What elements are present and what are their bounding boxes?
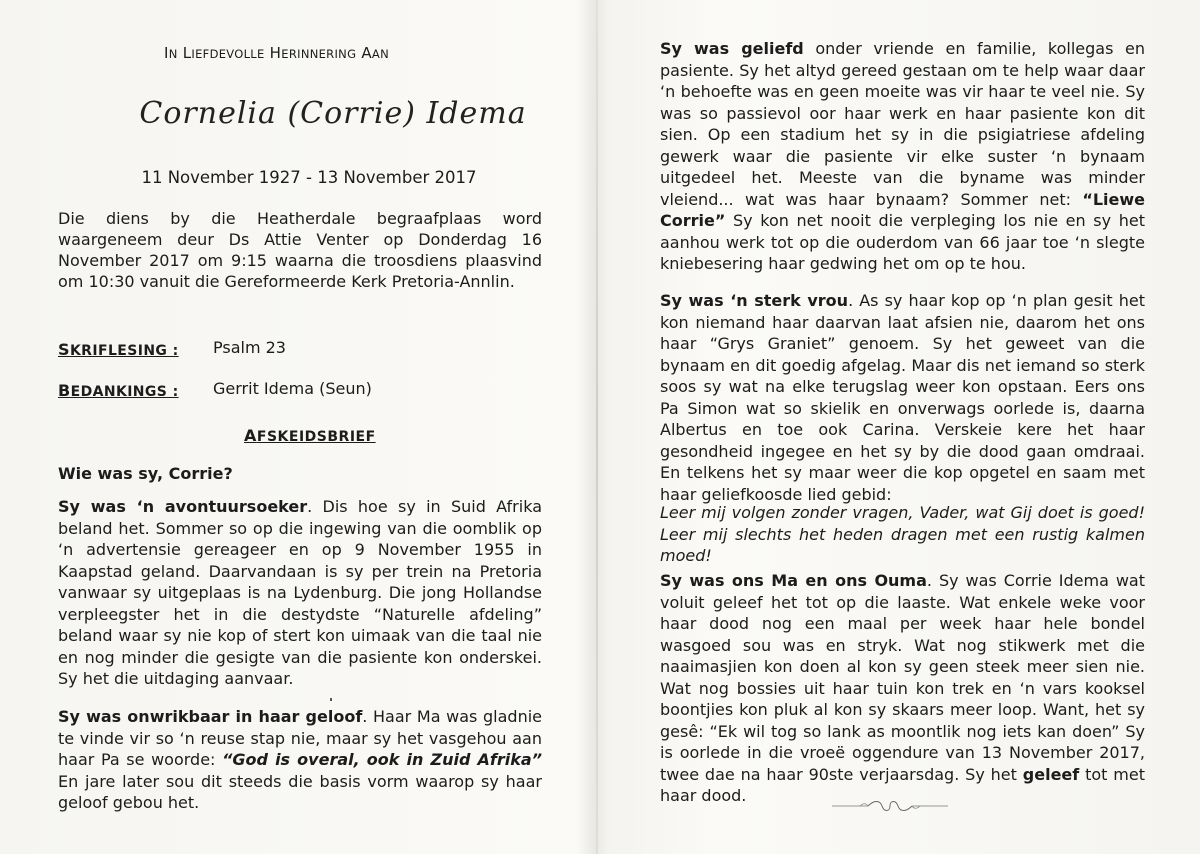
memorial-heading: IN LIEFDEVOLLE HERINNERING AAN (164, 44, 389, 62)
paragraph-adventurer: Sy was ‘n avontuursoeker. Dis hoe sy in Suid Afrika beland het. Sommer so op die ingewing van die oomblik op ‘n advertensie gereageer en op 9 November 1955 in Kaapstad geland. Daarvandaan is sy per trein na Pretoria vanwaar sy uitgeplaas is na Lydenburg. Die jong Hollandse verpleegster het in die destydste “Naturelle afdeling” beland waar sy nie kop of stert kon uimaak van die taal nie en nog minder die gesigte van die pasiente kon onderskei. Sy het die uitdaging aanvaar. (58, 497, 542, 688)
service-details: Die diens by die Heatherdale begraafplaas word waargeneem deur Ds Attie Venter op Donderdag 16 November 2017 om 9:15 waarna die troosdiens plaasvind om 10:30 vanuit die Gereformeerde Kerk Pretoria-Annlin. (58, 209, 542, 291)
paragraph-mother: Sy was ons Ma en ons Ouma. Sy was Corrie Idema wat voluit geleef het tot op die laaste. Wat enkele weke voor haar dood nog een maal per week haar hele bondel wasgoed sou was en stryk. Wat nog stikwerk met die naaimasjien kon doen al kon sy geen steek meer sien nie. Wat nog bossies uit haar tuin kon trek en ‘n vars kooksel boontjies kon pluk al kon sy skaars meer loop. Want, het sy gesê: “Ek wil tog so lank as moontlik nog iets kan doen” Sy is oorlede in die vroeë oggendure van 13 November 2017, twee dae na haar 90ste verjaarsdag. Sy het geleef tot met haar dood. (660, 571, 1145, 805)
ornament-divider-icon (830, 796, 950, 816)
paragraph-faith: Sy was onwrikbaar in haar geloof. Haar Ma was gladnie te vinde vir so ‘n reuse stap nie, maar sy het vasgehou aan haar Pa se woorde: “God is overal, ook in Zuid Afrika” En jare later sou dit steeds die basis vorm waarop sy haar geloof gebou het. (58, 707, 543, 812)
farewell-heading: AFSKEIDSBRIEF (244, 426, 376, 445)
life-dates: 11 November 1927 - 13 November 2017 (141, 168, 477, 187)
paragraph-loved: Sy was geliefd onder vriende en familie, kollegas en pasiente. Sy het altyd gereed gestaan om te help waar daar ‘n behoefte was en geen moeite was vir haar te veel nie. Sy was so passievol oor haar werk en haar pasiente kon dit sien. Op een stadium het sy in die psigiatriese afdeling gewerk waar die pasiente vir elke suster ‘n bynaam uitgedeel het. Meeste van die byname was minder vleiend... wat was haar bynaam? Sommer net: “Liewe Corrie” Sy kon net nooit die verpleging los nie en sy het aanhou werk tot op die ouderdom van 66 jaar toe ‘n slegte kniebesering haar gedwing het om op te hou. (660, 39, 1145, 273)
deceased-name: Cornelia (Corrie) Idema (139, 96, 527, 131)
question-heading: Wie was sy, Corrie? (58, 464, 233, 483)
scripture-label: SKRIFLESING : (58, 340, 179, 359)
paragraph-strong: Sy was ‘n sterk vrou. As sy haar kop op ‘n plan gesit het kon niemand haar daarvan laat afsien nie, daarom het ons haar “Grys Graniet” genoem. Sy het geweet van die bynaam en dit goedig afgelag. Maar dis net iemand so sterk soos sy wat na elke terugslag weer kon opstaan. Eers ons Pa Simon wat so skielik en onverwags oorlede is, daarna Albertus en toe ook Carina. Verskeie kere het haar gesondheid ingegee en het sy by die dood gaan omdraai. En telkens het sy maar weer die kop opgetel en saam met haar geliefkoosde lied gebid: (660, 291, 1145, 504)
thanks-value: Gerrit Idema (Seun) (213, 379, 372, 398)
scripture-value: Psalm 23 (213, 338, 286, 357)
left-page (58, 0, 542, 854)
hymn-quote: Leer mij volgen zonder vragen, Vader, wat Gij doet is goed! Leer mij slechts het heden dragen met een rustig kalmen moed! (660, 503, 1145, 565)
page-fold (596, 0, 598, 854)
thanks-label: BEDANKINGS : (58, 381, 179, 400)
right-page (660, 0, 1145, 854)
